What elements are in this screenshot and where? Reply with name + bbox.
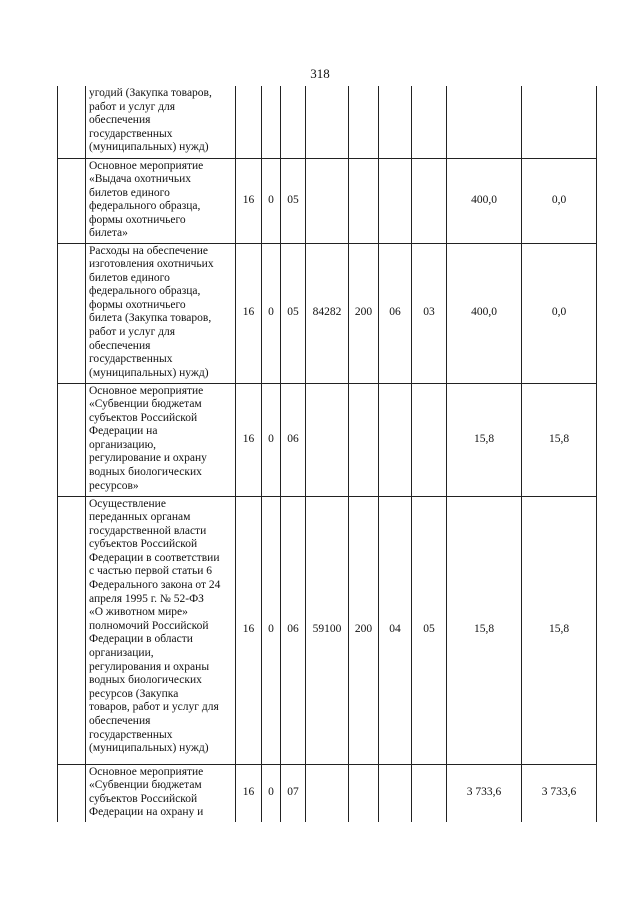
code-cell bbox=[412, 86, 447, 158]
code-cell: 16 bbox=[236, 496, 262, 764]
code-cell: 0 bbox=[262, 158, 281, 243]
code-cell: 05 bbox=[281, 243, 306, 383]
code-cell bbox=[306, 383, 349, 496]
table-row bbox=[58, 243, 597, 383]
code-cell bbox=[281, 86, 306, 158]
row-number-cell bbox=[58, 496, 86, 764]
code-cell: 07 bbox=[281, 764, 306, 822]
code-cell: 0 bbox=[262, 383, 281, 496]
row-number-cell bbox=[58, 158, 86, 243]
row-number-cell bbox=[58, 243, 86, 383]
code-cell bbox=[412, 764, 447, 822]
code-cell bbox=[349, 158, 379, 243]
amount-cell: 0,0 bbox=[522, 158, 597, 243]
code-cell bbox=[306, 764, 349, 822]
item-name-cell: Осуществление переданных органам государственной власти субъектов Российской Федерации в соответствии с частью первой статьи 6 Федерального закона от 24 апреля 1995 г. № 52-ФЗ «О животном мире» полномочий Российской Федерации в области организации, регулирования и охраны водных биологических ресурсов (Закупка товаров, работ и услуг для обеспечения государственных (муниципальных) нужд) bbox=[86, 496, 236, 764]
code-cell bbox=[349, 764, 379, 822]
code-cell: 06 bbox=[281, 383, 306, 496]
code-cell: 03 bbox=[412, 243, 447, 383]
code-cell: 05 bbox=[412, 496, 447, 764]
page-number: 318 bbox=[310, 66, 330, 81]
amount-cell: 15,8 bbox=[522, 496, 597, 764]
code-cell: 16 bbox=[236, 383, 262, 496]
code-cell: 200 bbox=[349, 496, 379, 764]
code-cell: 06 bbox=[379, 243, 412, 383]
code-cell: 0 bbox=[262, 496, 281, 764]
code-cell: 06 bbox=[281, 496, 306, 764]
table-row bbox=[58, 496, 597, 764]
code-cell: 16 bbox=[236, 243, 262, 383]
table-row bbox=[58, 383, 597, 496]
code-cell bbox=[412, 383, 447, 496]
amount-cell: 400,0 bbox=[447, 243, 522, 383]
code-cell bbox=[262, 86, 281, 158]
code-cell bbox=[306, 86, 349, 158]
code-cell: 0 bbox=[262, 764, 281, 822]
amount-cell: 3 733,6 bbox=[447, 764, 522, 822]
row-number-cell bbox=[58, 764, 86, 822]
code-cell: 05 bbox=[281, 158, 306, 243]
item-name-cell: Основное мероприятие «Субвенции бюджетам субъектов Российской Федерации на организацию, регулирование и охрану водных биологических ресурсов» bbox=[86, 383, 236, 496]
amount-cell bbox=[447, 86, 522, 158]
code-cell bbox=[379, 158, 412, 243]
item-name-cell: Основное мероприятие «Выдача охотничьих билетов единого федерального образца, формы охотничьего билета» bbox=[86, 158, 236, 243]
row-number-cell bbox=[58, 383, 86, 496]
code-cell: 0 bbox=[262, 243, 281, 383]
code-cell: 200 bbox=[349, 243, 379, 383]
code-cell bbox=[379, 383, 412, 496]
amount-cell: 15,8 bbox=[522, 383, 597, 496]
table-row bbox=[58, 158, 597, 243]
budget-table bbox=[57, 86, 597, 822]
item-name-cell: Расходы на обеспечение изготовления охотничьих билетов единого федерального образца, формы охотничьего билета (Закупка товаров, работ и услуг для обеспечения государственных (муниципальных) нужд) bbox=[86, 243, 236, 383]
code-cell bbox=[412, 158, 447, 243]
code-cell bbox=[349, 383, 379, 496]
amount-cell: 0,0 bbox=[522, 243, 597, 383]
code-cell bbox=[379, 764, 412, 822]
code-cell bbox=[306, 158, 349, 243]
amount-cell: 15,8 bbox=[447, 383, 522, 496]
code-cell: 16 bbox=[236, 764, 262, 822]
item-name-cell: Основное мероприятие «Субвенции бюджетам субъектов Российской Федерации на охрану и bbox=[86, 764, 236, 822]
code-cell: 59100 bbox=[306, 496, 349, 764]
code-cell: 04 bbox=[379, 496, 412, 764]
code-cell bbox=[349, 86, 379, 158]
item-name-cell: угодий (Закупка товаров, работ и услуг для обеспечения государственных (муниципальных) нужд) bbox=[86, 86, 236, 158]
amount-cell bbox=[522, 86, 597, 158]
table-row bbox=[58, 86, 597, 158]
table-row bbox=[58, 764, 597, 822]
row-number-cell bbox=[58, 86, 86, 158]
amount-cell: 400,0 bbox=[447, 158, 522, 243]
amount-cell: 15,8 bbox=[447, 496, 522, 764]
amount-cell: 3 733,6 bbox=[522, 764, 597, 822]
code-cell: 84282 bbox=[306, 243, 349, 383]
code-cell: 16 bbox=[236, 158, 262, 243]
code-cell bbox=[236, 86, 262, 158]
code-cell bbox=[379, 86, 412, 158]
